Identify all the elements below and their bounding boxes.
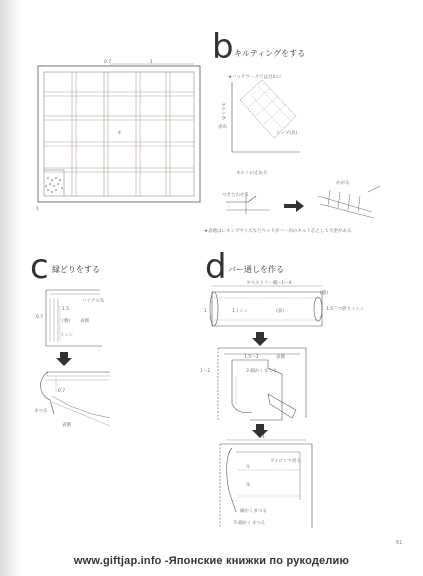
section-d-title: バー通しを作る bbox=[228, 265, 284, 274]
quilting-bottom-note: ★表地はレキングサイズなどベッドがバー向のキルト芯として大型がある bbox=[204, 229, 352, 234]
stitch-pull-label: かがる bbox=[336, 181, 350, 186]
quilt-center-label: 4 bbox=[118, 131, 121, 136]
quilting-note-star: ★バッチワーク穴は目山に bbox=[228, 75, 282, 80]
quilt-dim-top: 0.7 bbox=[104, 60, 112, 65]
bar-sleeve-step-2-diagram bbox=[200, 348, 306, 420]
sleeve-back-label: (裏) bbox=[320, 291, 329, 296]
binding-step-2-diagram bbox=[34, 372, 110, 428]
section-b-title: キルティングをする bbox=[234, 49, 306, 58]
section-b-letter: b bbox=[212, 27, 234, 67]
binding-fold-label: 1.5 bbox=[62, 307, 70, 312]
stitch-knot-label: つき合わせる bbox=[222, 193, 249, 198]
quilting-stitch-end-diagram bbox=[204, 169, 380, 234]
sleeve-arrow-down-2 bbox=[252, 424, 268, 438]
quilting-side-label: キルト糸 bbox=[220, 102, 225, 120]
binding-dim-mid: 0.7 bbox=[58, 389, 66, 394]
sleeve-dim-1b: 1 bbox=[262, 435, 265, 440]
sleeve-step-2a: 細かくまつる bbox=[240, 509, 267, 514]
footer-watermark: www.giftjap.info -Японские книжки по рукоделию bbox=[73, 555, 350, 567]
sleeve-front-label-2: 表側 bbox=[276, 355, 285, 360]
sleeve-sew-label: 1.5三つ折りミシン bbox=[326, 307, 365, 312]
sleeve-num-1: ① bbox=[246, 465, 251, 470]
sleeve-tab-label: 1.5〜3 bbox=[244, 355, 259, 360]
binding-bottom-label: 表側 bbox=[62, 423, 71, 428]
quilt-dim-left: 1 bbox=[36, 207, 39, 212]
section-c-title: 縁どりをする bbox=[52, 265, 100, 274]
sleeve-dim-left: 1〜2 bbox=[200, 369, 211, 374]
sleeve-step-3: 3 細かくまつる bbox=[246, 369, 278, 374]
stitch-end-title: キルトの止め方 bbox=[236, 171, 268, 176]
section-c-letter: c bbox=[30, 247, 49, 287]
quilt-dim-top-right: 1 bbox=[150, 60, 153, 65]
sleeve-iron-label: アイロンで折る bbox=[270, 459, 302, 464]
binding-sew-label: ミシン bbox=[60, 333, 74, 338]
quilting-front-label: 表布 bbox=[218, 125, 227, 130]
sleeve-dim-1: 1 bbox=[204, 309, 207, 314]
binding-front-label: 表側 bbox=[80, 319, 89, 324]
bar-sleeve-step-3-diagram bbox=[220, 434, 312, 528]
sleeve-arrow-down-1 bbox=[252, 332, 268, 346]
page-number: 61 bbox=[396, 540, 403, 546]
binding-dim-left: 0.7 bbox=[36, 315, 44, 320]
sleeve-num-2: ② bbox=[246, 483, 251, 488]
binding-step-1-diagram bbox=[36, 290, 105, 346]
sleeve-tape-label: タペストリー幅−1〜4 bbox=[246, 281, 292, 286]
sleeve-one-label: 1ミシン bbox=[232, 309, 249, 314]
sleeve-step-2b: 5 細かくまつる bbox=[234, 521, 266, 526]
binding-bias-label: バイアス布 bbox=[82, 299, 105, 304]
binding-back-label: (裏) bbox=[62, 319, 71, 324]
quilt-overview-diagram bbox=[36, 59, 200, 212]
quilting-diamond-diagram bbox=[218, 73, 300, 152]
section-d-letter: d bbox=[205, 247, 227, 287]
binding-slip-label: まつる bbox=[34, 409, 48, 414]
binding-arrow-down bbox=[56, 352, 72, 366]
bar-sleeve-step-1-diagram bbox=[204, 279, 365, 326]
sleeve-front-label: (表) bbox=[276, 309, 285, 314]
quilting-top-label: トップ(表) bbox=[276, 131, 298, 136]
